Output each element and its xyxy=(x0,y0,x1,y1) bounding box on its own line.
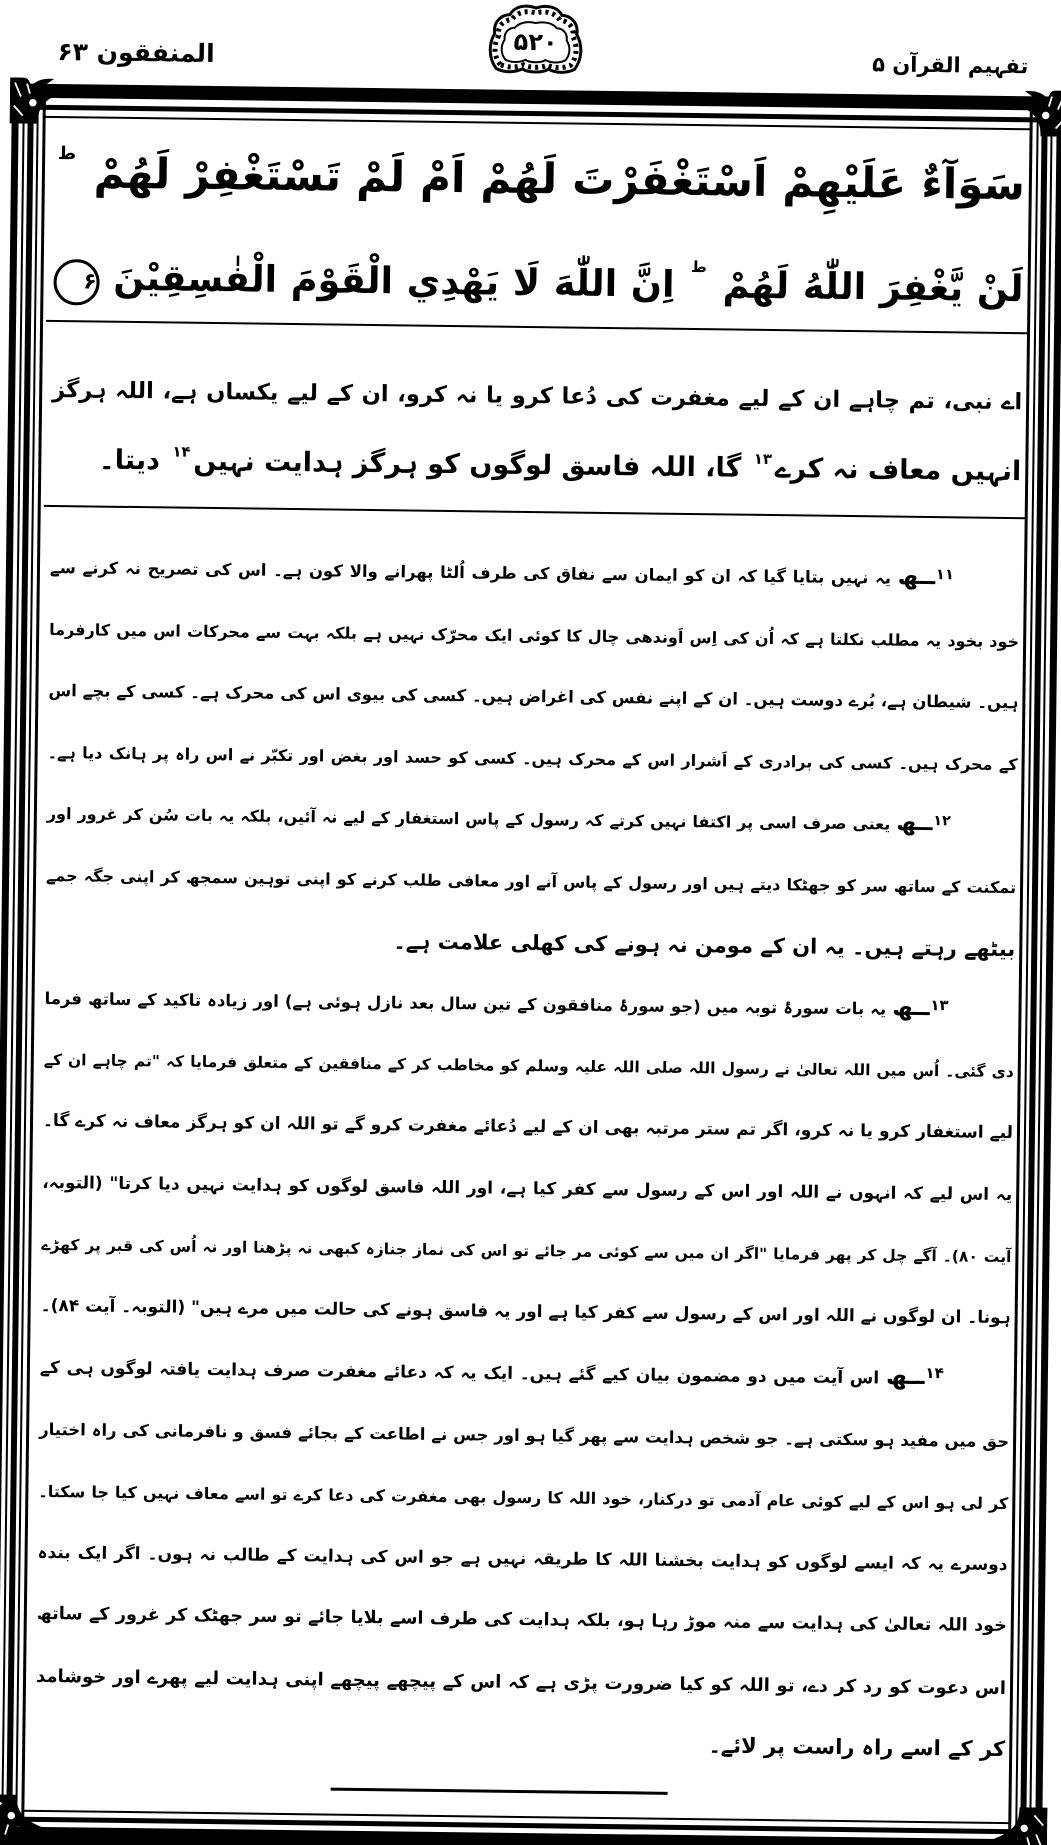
divider xyxy=(44,505,1026,519)
commentary-line: بیٹھے رہتے ہیں۔ یہ ان کے مومن نہ ہونے کی کھلی علامت ہے۔ xyxy=(393,928,1016,961)
commentary-line: خود بخود یہ مطلب نکلتا ہے کہ اُن کی اِس اَوندھی چال کا کوئی ایک محرّک نہیں ہے بلکہ بہت سے محرکات اس میں کارفرما xyxy=(49,619,1020,651)
commentary-line: کر کے اسے راہ راست پر لائے۔ xyxy=(708,1733,1006,1762)
commentary-text: یہ بات سورۂ توبہ میں (جو سورۂ منافقون کے تین سال بعد نازل ہوئی ہے) اور زیادہ تاکید کے ساتھ فرما xyxy=(44,989,887,1019)
translation-text: دیتا۔ xyxy=(98,444,161,477)
commentary-line: یہ اس لیے کہ انہوں نے اللہ اور اس کے رسول سے کفر کیا ہے، اور اللہ فاسق لوگوں کو ہدایت نہیں دیا کرتا" (التوبہ، xyxy=(42,1172,1013,1206)
commentary-line: کر لی ہو اس کے لیے کوئی عام آدمی تو درکنار، خود اللہ کا رسول بھی مغفرت کی دعا کرے تو اسے معاف نہیں کیا جا سکتا۔ xyxy=(38,1481,1009,1513)
commentary-line: تمکنت کے ساتھ سر کو جھٹکا دیتے ہیں اور رسول کے پاس آنے اور معافی طلب کرنے کو اپنی توہین سمجھ کر اپنی جگہ جمے xyxy=(46,865,1017,898)
translation-text: گا، اللہ فاسق لوگوں کو ہرگز ہدایت نہیں xyxy=(193,445,742,484)
end-of-page-rule xyxy=(331,1788,668,1795)
commentary-text: یعنی صرف اسی پر اکتفا نہیں کرتے کہ رسول کے پاس استغفار کے لیے نہ آئیں، بلکہ یہ بات سُن کر غرور اور xyxy=(46,804,891,834)
page-number: ۵۲۰ xyxy=(513,27,558,57)
commentary-line: دی گئی۔ اُس میں اللہ تعالیٰ نے رسول اللہ صلی اللہ علیہ وسلم کو مخاطب کر کے منافقین کے متعلق فرمایا کہ "تم چاہے ان کے xyxy=(43,1050,1014,1081)
corner-ornament-icon xyxy=(10,77,73,124)
corner-ornament-icon xyxy=(1006,90,1061,137)
footnote-mark-glyph: ــھ xyxy=(896,809,933,837)
ayah-number-badge xyxy=(53,259,100,306)
verse-text: لَنْ يَّغْفِرَ اللّٰهُ لَهُمْ xyxy=(722,263,1024,311)
verse-text: اِنَّ اللّٰهَ لَا يَهْدِي الْقَوْمَ الْفٰسِقِيْنَ xyxy=(113,255,675,306)
footnote-marker xyxy=(892,992,949,1022)
commentary-line: لیے استغفار کرو یا نہ کرو، اگر تم ستر مرتبہ بھی ان کے لیے دُعائے مغفرت کرو گے تو اللہ ان کو ہرگز معاف نہ کرے گا۔ xyxy=(42,1111,1014,1144)
commentary-line xyxy=(50,537,1021,611)
commentary-line: آیت ۸۰)۔ آگے چل کر پھر فرمایا "اگر ان میں سے کوئی مر جائے تو اس کی نماز جنازہ کبھی نہ پڑھنا اور نہ اُس کی قبر پر کھڑے xyxy=(41,1235,1012,1266)
footnote-number: ۱۴ xyxy=(925,1364,945,1383)
corner-ornament-icon xyxy=(985,1807,1048,1845)
page-number-ornament xyxy=(486,1,585,74)
commentary-line: حق میں مفید ہو سکتی ہے۔ جو شخص ہدایت سے پھر گیا ہو اور جس نے اطاعت کے بجائے فسق و نافرمانی کی راہ اختیار xyxy=(39,1420,1010,1452)
commentary-text: اس آیت میں دو مضمون بیان کیے گئے ہیں۔ ایک یہ کہ دعائے مغفرت صرف ہدایت یافتہ لوگوں ہی کے xyxy=(39,1357,880,1389)
translation-line: اے نبی، تم چاہے ان کے لیے مغفرت کی دُعا کرو یا نہ کرو، ان کے لیے یکساں ہے، اللہ ہرگز xyxy=(52,376,1023,416)
quran-verse xyxy=(53,121,1026,341)
commentary-line: خود اللہ تعالیٰ کی ہدایت سے منہ موڑ رہا ہو، بلکہ ہدایت کی طرف اسے بلایا جائے تو سر جھٹک کر غرور کے ساتھ xyxy=(36,1603,1007,1637)
commentary-line: دوسرے یہ کہ ایسے لوگوں کو ہدایت بخشنا اللہ کا طریقہ نہیں ہے جو اس کی ہدایت کے طالب نہ ہوں۔ اگر ایک بندہ xyxy=(37,1542,1008,1575)
running-header-surah: المنفقون ۶۳ xyxy=(57,37,215,69)
footnote-mark-glyph: ــھ xyxy=(885,1360,925,1390)
waqf-mark: ط xyxy=(690,258,707,277)
translation-text: انہیں معاف نہ کرے xyxy=(774,453,1022,488)
commentary-line: ہیں۔ شیطان ہے، بُرے دوست ہیں۔ ان کے اپنے نفس کی اغراض ہیں۔ کسی کی بیوی اس کی محرک ہے۔ کسی کے بچے اس xyxy=(48,681,1019,713)
footnote-marker xyxy=(897,561,955,591)
footnote-marker xyxy=(896,811,951,835)
commentary-line: ہونا۔ ان لوگوں نے اللہ اور اس کے رسول سے کفر کیا ہے اور یہ فاسق ہونے کی حالت میں مرے ہیں" (التوبہ۔ آیت ۸۴)۔ xyxy=(40,1296,1011,1329)
footnote-mark-glyph: ــھ xyxy=(897,561,936,591)
translation xyxy=(51,355,1023,507)
commentary-line: کے محرک ہیں۔ کسی کی برادری کے اَشرار اس کے محرک ہیں۔ کسی کو حسد اور بغض اور تکبّر نے اس راہ پر ہانک دیا ہے۔ xyxy=(47,742,1018,774)
footnote-number: ۱۲ xyxy=(933,813,951,830)
footnote-ref: ۱۳ xyxy=(753,449,773,468)
footnote-mark-glyph: ــھ xyxy=(892,992,930,1022)
waqf-mark: ط xyxy=(57,143,77,165)
corner-ornament-icon xyxy=(0,1794,51,1841)
footnote-number: ۱۳ xyxy=(930,996,949,1015)
ayah-number: ۶ xyxy=(82,269,97,295)
verse-line xyxy=(54,121,1025,237)
commentary-line: اس دعوت کو رد کر دے، تو اللہ کو کیا ضرورت پڑی ہے کہ اس کے پیچھے پیچھے اپنی ہدایت لیے پھرے اور خوشامد xyxy=(35,1665,1007,1699)
running-header-book: تفہیم القرآن ۵ xyxy=(872,52,1029,79)
commentary-text: یہ نہیں بتایا گیا کہ ان کو ایمان سے نفاق کی طرف اُلٹا پھرانے والا کون ہے۔ اس کی تصریح نہ کرنے سے xyxy=(49,557,892,588)
commentary xyxy=(35,537,1020,1781)
translation-line xyxy=(51,425,1022,507)
footnote-number: ۱۱ xyxy=(935,564,955,584)
footnote-ref: ۱۴ xyxy=(172,442,191,461)
verse-text: سَوَآءٌ عَلَيْهِمْ اَسْتَغْفَرْتَ لَهُمْ اَمْ لَمْ تَسْتَغْفِرْ لَهُمْ xyxy=(93,148,1026,210)
footnote-marker xyxy=(885,1360,945,1390)
